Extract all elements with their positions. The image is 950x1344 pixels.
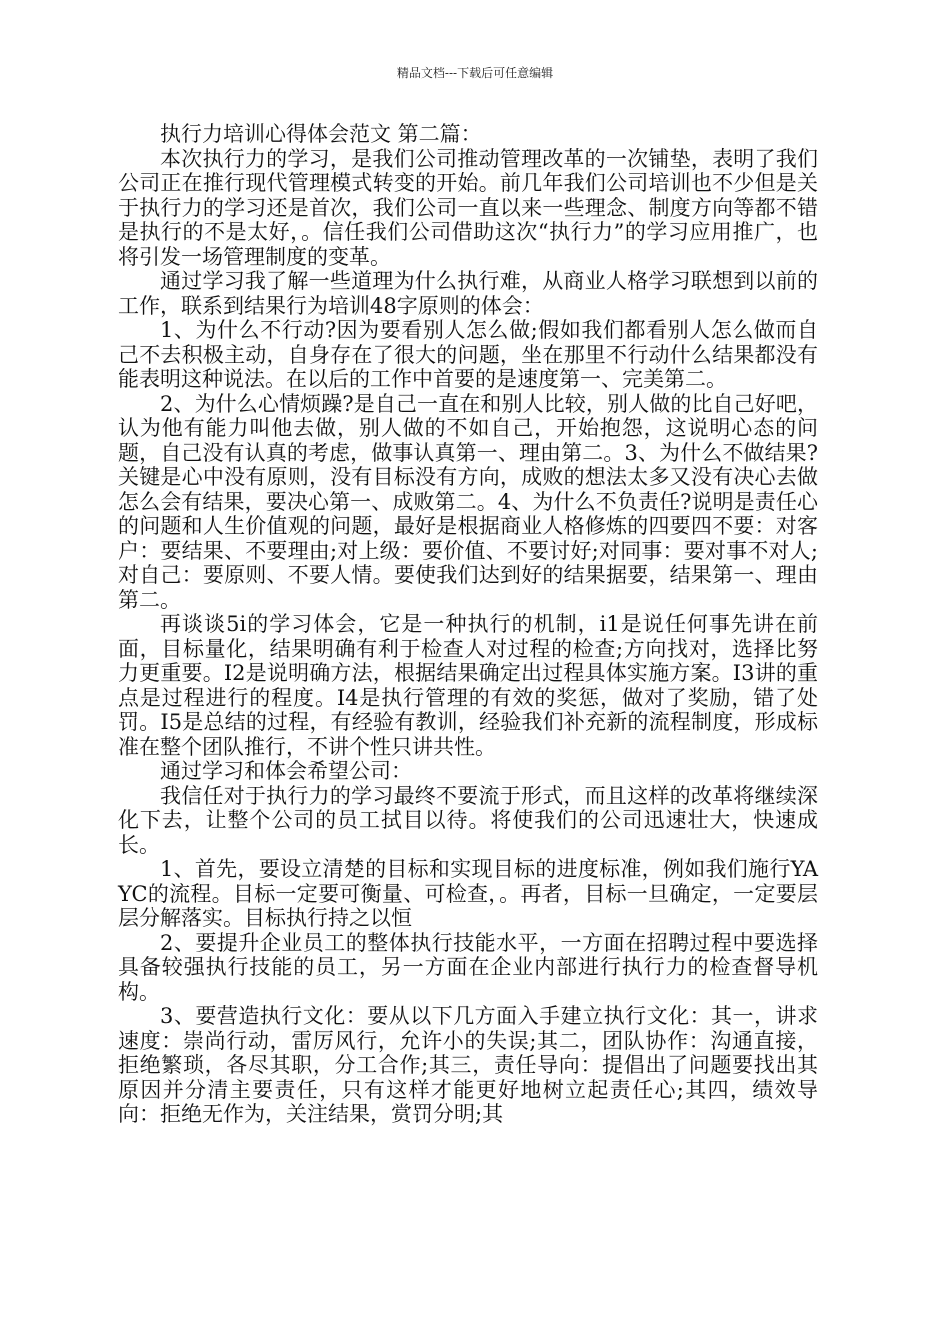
page-header: 精品文档---下载后可任意编辑 (396, 66, 554, 80)
paragraph-suggestion-2: 2、要提升企业员工的整体执行技能水平，一方面在招聘过程中要选择具备较强执行技能的员工，另一方面在企业内部进行执行力的检查督导机构。 (118, 930, 818, 1004)
paragraph-hope-heading: 通过学习和体会希望公司： (160, 759, 412, 783)
paragraph-suggestion-1: 1、首先，要设立清楚的目标和实现目标的进度标准，例如我们施行YAYC的流程。目标一定要可衡量、可检查，。再者，目标一旦确定，一定要层层分解落实。目标执行持之以恒 (118, 857, 818, 930)
paragraph-5i: 再谈谈5i的学习体会，它是一种执行的机制，i1是说任何事先讲在前面，目标量化，结果明确有利于检查人对过程的检查;方向找对，选择比努力更重要。I2是说明确方法，根据结果确定出过程具体实施方案。I3讲的重点是过程进行的程度。I4是执行管理的有效的奖惩，做对了奖励，错了处罚。I5是总结的过程，有经验有教训，经验我们补充新的流程制度，形成标准在整个团队推行，不讲个性只讲共性。 (118, 612, 818, 759)
paragraph-belief: 我信任对于执行力的学习最终不要流于形式，而且这样的改革将继续深化下去，让整个公司的员工拭目以待。将使我们的公司迅速壮大，快速成长。 (118, 783, 818, 857)
document-title: 执行力培训心得体会范文 第二篇： (160, 122, 482, 146)
paragraph-learning: 通过学习我了解一些道理为什么执行难，从商业人格学习联想到以前的工作，联系到结果行为培训48字原则的体会： (118, 269, 818, 318)
paragraph-suggestion-3: 3、要营造执行文化：要从以下几方面入手建立执行文化：其一，讲求速度：崇尚行动，雷厉风行，允许小的失误;其二，团队协作：沟通直接，拒绝繁琐，各尽其职，分工合作;其三，责任导向：提倡出了问题要找出其原因并分清主要责任，只有这样才能更好地树立起责任心;其四，绩效导向：拒绝无作为，关注结果，赏罚分明;其 (118, 1004, 818, 1126)
paragraph-point-1: 1、为什么不行动?因为要看别人怎么做;假如我们都看别人怎么做而自己不去积极主动，自身存在了很大的问题，坐在那里不行动什么结果都没有能表明这种说法。在以后的工作中首要的是速度第一、完美第二。 (118, 318, 818, 391)
document-body (118, 122, 818, 1127)
paragraph-intro: 本次执行力的学习，是我们公司推动管理改革的一次铺垫，表明了我们公司正在推行现代管理模式转变的开始。前几年我们公司培训也不少但是关于执行力的学习还是首次，我们公司一直以来一些理念、制度方向等都不错是执行的不是太好，。信任我们公司借助这次“执行力”的学习应用推广，也将引发一场管理制度的变革。 (118, 146, 818, 269)
paragraph-points-2-4: 2、为什么心情烦躁?是自己一直在和别人比较，别人做的比自己好吧，认为他有能力叫他去做，别人做的不如自己，开始抱怨，这说明心态的问题，自己没有认真的考虑，做事认真第一、理由第二。3、为什么不做结果?关键是心中没有原则，没有目标没有方向，成败的想法太多又没有决心去做怎么会有结果，要决心第一、成败第二。4、为什么不负责任?说明是责任心的问题和人生价值观的问题，最好是根据商业人格修炼的四要四不要：对客户：要结果、不要理由;对上级：要价值、不要讨好;对同事：要对事不对人;对自己：要原则、不要人情。要使我们达到好的结果据要，结果第一、理由第二。 (118, 391, 818, 612)
